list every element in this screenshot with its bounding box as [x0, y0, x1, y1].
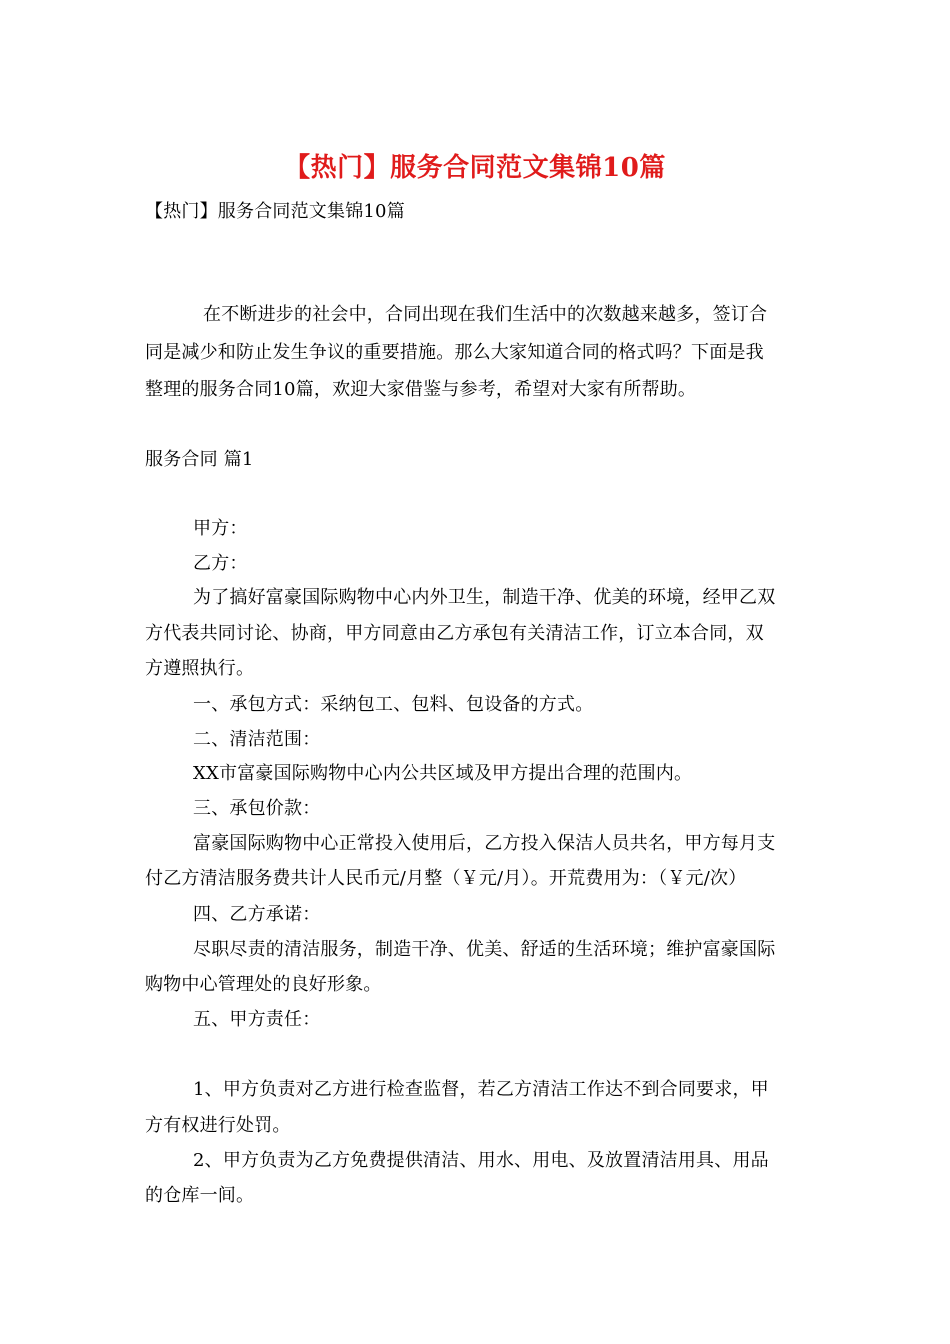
body-line: 2、甲方负责为乙方免费提供清洁、用水、用电、及放置清洁用具、用品: [193, 1150, 769, 1171]
body-line: 二、清洁范围：: [193, 729, 321, 750]
body-line: 一、承包方式：采纳包工、包料、包设备的方式。: [193, 694, 594, 715]
intro-line-1: 在不断进步的社会中，合同出现在我们生活中的次数越来越多，签订合: [203, 304, 768, 325]
intro-line-2: 同是减少和防止发生争议的重要措施。那么大家知道合同的格式吗？下面是我: [145, 342, 764, 363]
body-line: 富豪国际购物中心正常投入使用后，乙方投入保洁人员共名，甲方每月支: [193, 833, 776, 854]
body-line: 方有权进行处罚。: [145, 1115, 291, 1136]
body-line: 方遵照执行。: [145, 658, 255, 679]
body-line: 四、乙方承诺：: [193, 904, 321, 925]
body-line: XX市富豪国际购物中心内公共区域及甲方提出合理的范围内。: [193, 763, 693, 784]
body-line: 购物中心管理处的良好形象。: [145, 974, 382, 995]
body-line: 方代表共同讨论、协商，甲方同意由乙方承包有关清洁工作，订立本合同，双: [145, 623, 764, 644]
body-line: 付乙方清洁服务费共计人民币元/月整（￥元/月）。开荒费用为：（￥元/次）: [145, 868, 747, 889]
body-line: 乙方：: [193, 553, 248, 574]
document-subtitle: 【热门】服务合同范文集锦10篇: [145, 201, 405, 222]
body-line: 甲方：: [193, 518, 248, 539]
body-line: 五、甲方责任：: [193, 1009, 321, 1030]
intro-line-3: 整理的服务合同10篇，欢迎大家借鉴与参考，希望对大家有所帮助。: [145, 379, 697, 400]
body-line: 1、甲方负责对乙方进行检查监督，若乙方清洁工作达不到合同要求，甲: [193, 1079, 769, 1100]
section-heading: 服务合同 篇1: [145, 449, 254, 470]
body-line: 尽职尽责的清洁服务，制造干净、优美、舒适的生活环境；维护富豪国际: [193, 939, 776, 960]
body-line: 的仓库一间。: [145, 1185, 255, 1206]
document-title: 【热门】服务合同范文集锦10篇: [284, 153, 666, 183]
body-line: 为了搞好富豪国际购物中心内外卫生，制造干净、优美的环境，经甲乙双: [193, 587, 776, 608]
body-line: 三、承包价款：: [193, 798, 321, 819]
